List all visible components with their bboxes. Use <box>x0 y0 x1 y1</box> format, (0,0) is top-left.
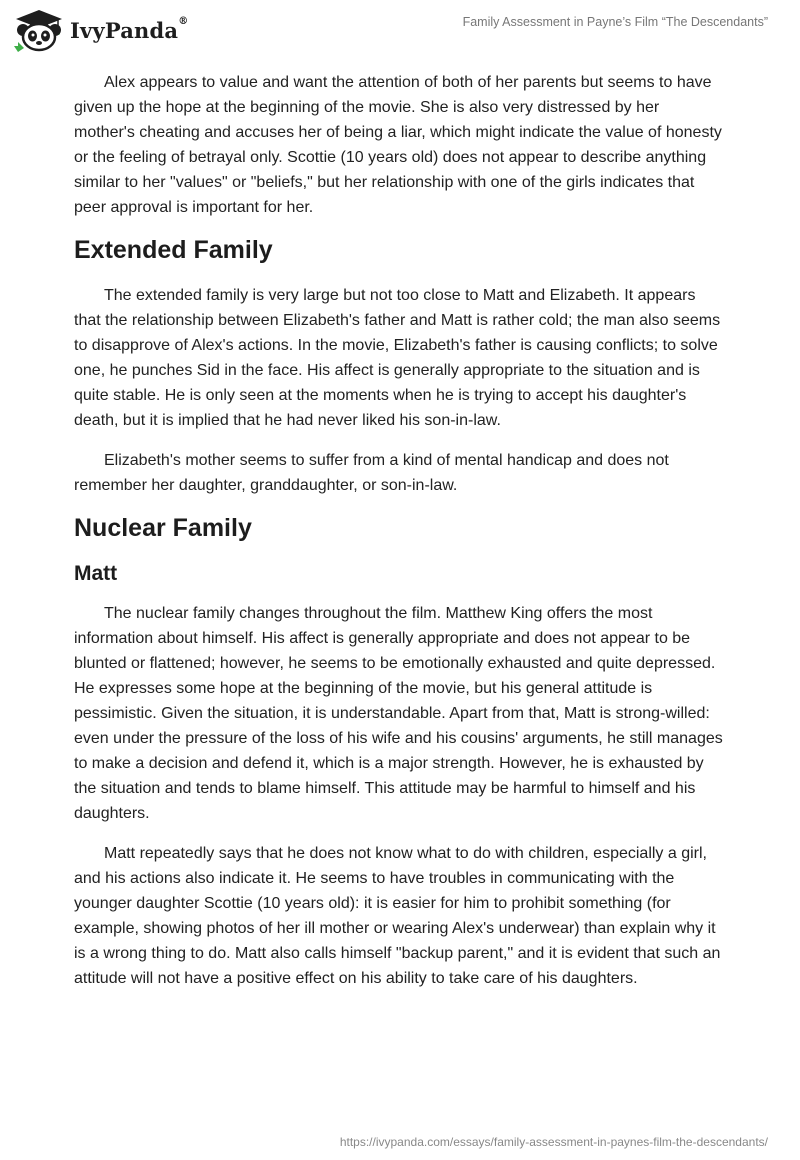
paragraph-extended-family: The extended family is very large but not too close to Matt and Elizabeth. It appears that the relationship between Elizabeth's father and Matt is rather cold; the man also seems to disapprove of Alex's actions. In the movie, Elizabeth's father is causing conflicts; to solve one, he punches Sid in the face. His affect is generally appropriate to the situation and is quite stable. He is only seen at the moments when he is trying to accept his daughter's death, but it is implied that he had never liked his son-in-law. <box>74 287 721 429</box>
essay-body <box>74 70 724 1006</box>
ivypanda-logo[interactable] <box>14 8 188 52</box>
heading-extended-family: Extended Family <box>74 236 273 264</box>
registered-mark: ® <box>178 15 189 27</box>
brand-name: IvyPanda® <box>70 15 189 43</box>
panda-graduate-icon <box>14 8 64 52</box>
paragraph-matt-affect: The nuclear family changes throughout the film. Matthew King offers the most information about himself. His affect is generally appropriate and does not appear to be blunted or flattened; however, he seems to be emotionally exhausted and quite depressed. He expresses some hope at the beginning of the movie, but his general attitude is pessimistic. Given the situation, it is understandable. Apart from that, Matt is strong-willed: even under the pressure of the loss of his wife and his cousins' arguments, he still manages to make a decision and defend it, which is a major strength. However, he is exhausted by the situation and tends to blame himself. This attitude may be harmful to himself and his daughters. <box>74 605 723 822</box>
paragraph-matt-parenting: Matt repeatedly says that he does not know what to do with children, especially a girl, and his actions also indicate it. He seems to have troubles in communicating with the younger daughter Scottie (10 years old): it is easier for him to prohibit something (for example, showing photos of her ill mother or wearing Alex's underwear) than explain why it is a wrong thing to do. Matt also calls himself "backup parent," and it is evident that such an attitude will not have a positive effect on his ability to take care of his daughters. <box>74 845 721 987</box>
paragraph-elizabeth-mother: Elizabeth's mother seems to suffer from a kind of mental handicap and does not remember her daughter, granddaughter, or son-in-law. <box>74 452 669 494</box>
heading-matt: Matt <box>74 562 118 585</box>
heading-nuclear-family: Nuclear Family <box>74 514 252 542</box>
paragraph-alex-values: Alex appears to value and want the attention of both of her parents but seems to have given up the hope at the beginning of the movie. She is also very distressed by her mother's cheating and accuses her of being a liar, which might indicate the value of honesty or the feeling of betrayal only. Scottie (10 years old) does not appear to describe anything similar to her "values" or "beliefs," but her relationship with one of the girls indicates that peer approval is important for her. <box>74 74 722 216</box>
page-header <box>0 0 800 62</box>
document-title: Family Assessment in Payne’s Film “The Descendants” <box>462 15 768 29</box>
source-url[interactable]: https://ivypanda.com/essays/family-assessment-in-paynes-film-the-descendants/ <box>339 1135 768 1149</box>
